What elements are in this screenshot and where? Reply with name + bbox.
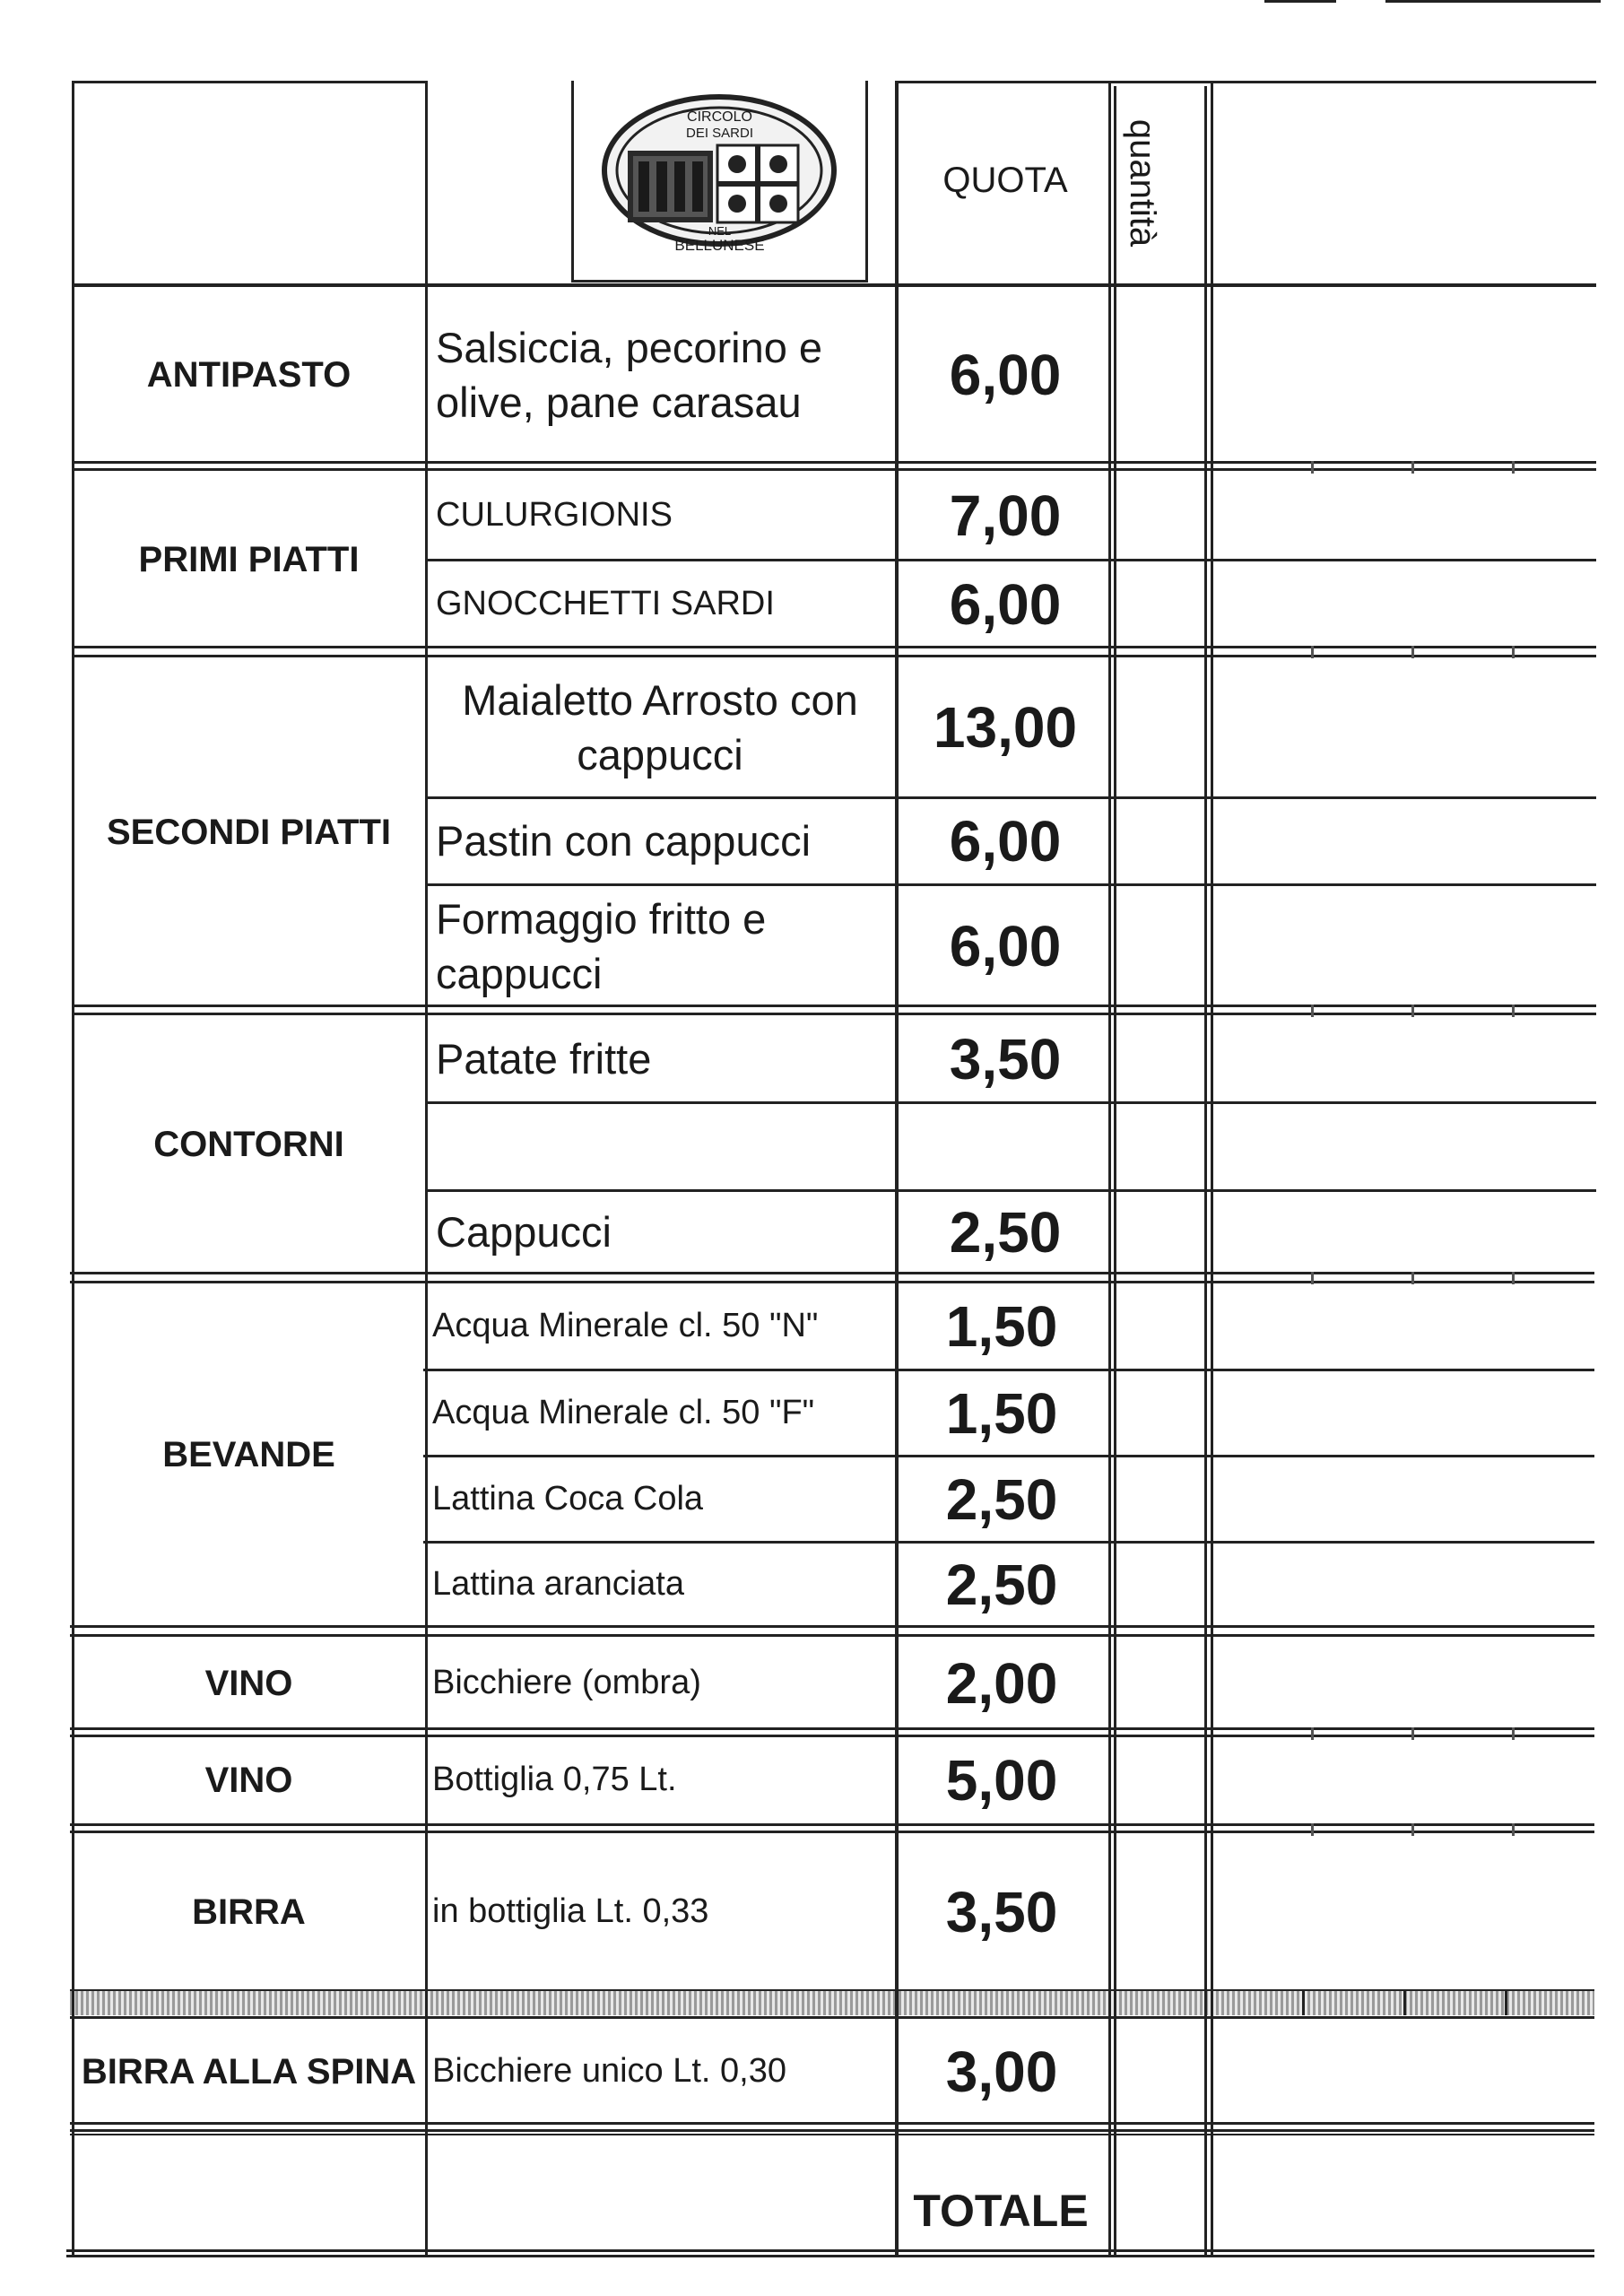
- tick: [1411, 461, 1414, 474]
- logo-text-top: CIRCOLO: [687, 109, 752, 125]
- quantity-cell-birra-spina[interactable]: [1114, 2022, 1203, 2121]
- logo-text-nel: NEL: [708, 224, 732, 238]
- price-coca-cola: 2,50: [945, 1467, 1058, 1532]
- rule-vino2-bottom-b: [70, 1831, 1594, 1833]
- rule-bevande-3: [423, 1541, 1594, 1544]
- rule-birra-bottom-a: [70, 1989, 1594, 1991]
- price-culurgionis: 7,00: [949, 483, 1062, 548]
- category-vino-bicchiere: VINO: [204, 1664, 293, 1703]
- rule-secondi-bottom-a: [72, 1004, 1596, 1007]
- tick: [1311, 1823, 1314, 1836]
- rule-antipasto-bottom-a: [72, 461, 1596, 464]
- category-primi-piatti: PRIMI PIATTI: [138, 540, 360, 579]
- tick: [1512, 1823, 1515, 1836]
- item-vino-bottiglia: Bottiglia 0,75 Lt.: [432, 1761, 677, 1799]
- rule-primi-bottom-a: [72, 646, 1596, 648]
- rule-header-bottom: [72, 283, 1596, 287]
- rule-top: [72, 81, 428, 83]
- rule-antipasto-bottom-b: [72, 468, 1596, 471]
- price-contorni-empty: [899, 1104, 1112, 1190]
- item-culurgionis: CULURGIONIS: [436, 496, 673, 535]
- logo-text-mid: DEI SARDI: [685, 126, 753, 141]
- price-birra-spina: 3,00: [945, 2039, 1058, 2104]
- tick: [1512, 1727, 1515, 1740]
- category-antipasto: ANTIPASTO: [146, 354, 352, 395]
- rule-vino1-bottom-b: [70, 1735, 1594, 1737]
- rule-contorni-bottom-a: [70, 1272, 1594, 1274]
- tick: [1311, 461, 1314, 474]
- rule-secondi-bottom-b: [72, 1013, 1596, 1015]
- quantity-header: quantità: [1123, 118, 1162, 248]
- item-cappucci: Cappucci: [436, 1208, 612, 1257]
- price-cappucci: 2,50: [949, 1200, 1062, 1265]
- quantity-cell-vino-bottiglia[interactable]: [1114, 1739, 1203, 1822]
- rule-secondi-2: [427, 883, 1596, 886]
- quantity-cell-antipasto[interactable]: [1117, 289, 1207, 461]
- rule-birra-bottom-b: [70, 2016, 1594, 2019]
- category-vino-bottiglia: VINO: [204, 1761, 293, 1800]
- price-birra-bottiglia: 3,50: [945, 1879, 1058, 1944]
- item-birra-spina: Bicchiere unico Lt. 0,30: [432, 2052, 787, 2091]
- tick: [1311, 1272, 1314, 1284]
- tick: [1411, 646, 1414, 658]
- price-acqua-n: 1,50: [945, 1294, 1058, 1359]
- item-pastin: Pastin con cappucci: [436, 817, 812, 865]
- rule-footer-top: [70, 2134, 1594, 2135]
- rule-bevande-2: [423, 1455, 1594, 1457]
- rule-bevande-bottom-b: [70, 1634, 1594, 1637]
- item-acqua-f: Acqua Minerale cl. 50 "F": [432, 1394, 815, 1432]
- tick: [1311, 1004, 1314, 1017]
- quantity-cell-maialetto[interactable]: [1117, 660, 1207, 795]
- price-patate: 3,50: [949, 1027, 1062, 1091]
- price-maialetto: 13,00: [933, 695, 1078, 760]
- logo-frame: [571, 81, 868, 283]
- col-qty-edge-b: [1211, 81, 1213, 2255]
- col-qty-edge-a: [1204, 86, 1207, 2255]
- rule-top-right: [897, 81, 1596, 83]
- category-contorni: CONTORNI: [153, 1125, 344, 1164]
- tick: [1311, 646, 1314, 658]
- quantity-cell-patate[interactable]: [1117, 1018, 1207, 1100]
- quantity-cell-gnocchetti[interactable]: [1117, 563, 1207, 646]
- tick: [1512, 1272, 1515, 1284]
- rule-vino1-bottom-a: [70, 1727, 1594, 1730]
- rule-primi-bottom-b: [72, 655, 1596, 657]
- col-category-edge: [425, 81, 428, 2255]
- rule-contorni-1: [427, 1101, 1596, 1104]
- quantity-cell-acqua-n[interactable]: [1114, 1285, 1203, 1368]
- quantity-cell-culurgionis[interactable]: [1117, 474, 1207, 558]
- item-aranciata: Lattina aranciata: [432, 1565, 684, 1604]
- band-divider: [1403, 1990, 1406, 2015]
- category-birra: BIRRA: [192, 1892, 306, 1932]
- item-vino-bicchiere: Bicchiere (ombra): [432, 1664, 701, 1702]
- col-price-edge-a: [1108, 81, 1111, 2255]
- price-vino-bicchiere: 2,00: [945, 1651, 1058, 1716]
- price-formaggio: 6,00: [949, 914, 1062, 978]
- quantity-cell-cappucci[interactable]: [1117, 1194, 1207, 1271]
- price-aranciata: 2,50: [945, 1552, 1058, 1617]
- price-vino-bottiglia: 5,00: [945, 1748, 1058, 1813]
- rule-contorni-2: [427, 1189, 1596, 1192]
- tick: [1411, 1727, 1414, 1740]
- rule-spina-bottom-b: [70, 2129, 1594, 2132]
- tick: [1411, 1004, 1414, 1017]
- rule-birra-bottom-band: [70, 1990, 1594, 2015]
- item-formaggio-fritto: Formaggio fritto e cappucci: [436, 894, 767, 997]
- band-divider: [1302, 1990, 1305, 2015]
- rule-bevande-bottom-a: [70, 1625, 1594, 1628]
- item-gnocchetti-sardi: GNOCCHETTI SARDI: [436, 585, 775, 623]
- price-antipasto: 6,00: [949, 342, 1062, 407]
- price-pastin: 6,00: [949, 809, 1062, 874]
- quota-header: QUOTA: [942, 160, 1068, 200]
- totale-label: TOTALE: [913, 2186, 1089, 2236]
- col-price-edge-b: [1114, 86, 1116, 2255]
- tick: [1411, 1272, 1414, 1284]
- category-secondi-piatti: SECONDI PIATTI: [106, 813, 392, 852]
- logo-text-bottom: BELLUNESE: [674, 237, 765, 254]
- rule-bevande-1: [423, 1369, 1594, 1371]
- item-maialetto: Maialetto Arrosto con cappucci: [462, 675, 858, 778]
- scan-edge-fragment: [1385, 0, 1601, 3]
- col-left-edge: [72, 81, 74, 2255]
- tick: [1512, 646, 1515, 658]
- price-acqua-f: 1,50: [945, 1381, 1058, 1446]
- quantity-cell-totale[interactable]: [1110, 2137, 1200, 2248]
- category-birra-spina: BIRRA ALLA SPINA: [81, 2052, 417, 2092]
- rule-secondi-1: [427, 796, 1596, 799]
- quantity-cell-acqua-f[interactable]: [1114, 1373, 1203, 1454]
- item-coca-cola: Lattina Coca Cola: [432, 1480, 704, 1518]
- quantity-cell-vino-bicchiere[interactable]: [1114, 1640, 1203, 1726]
- scan-edge-fragment: [1264, 0, 1336, 3]
- item-acqua-n: Acqua Minerale cl. 50 "N": [432, 1307, 819, 1345]
- item-patate-fritte: Patate fritte: [436, 1035, 652, 1083]
- tick: [1411, 1823, 1414, 1836]
- rule-vino2-bottom-a: [70, 1823, 1594, 1826]
- item-contorni-empty: [427, 1104, 893, 1190]
- quantity-cell-formaggio[interactable]: [1117, 888, 1207, 1004]
- col-item-edge: [895, 81, 899, 2255]
- tick: [1311, 1727, 1314, 1740]
- rule-spina-bottom-a: [70, 2122, 1594, 2125]
- category-bevande: BEVANDE: [162, 1435, 335, 1474]
- price-gnocchetti: 6,00: [949, 572, 1062, 637]
- item-birra-bottiglia: in bottiglia Lt. 0,33: [432, 1892, 709, 1930]
- tick: [1512, 461, 1515, 474]
- rule-bottom-b: [66, 2255, 1594, 2257]
- rule-bottom-a: [66, 2249, 1594, 2252]
- item-antipasto: Salsiccia, pecorino e olive, pane carasau: [436, 323, 823, 426]
- tick: [1512, 1004, 1515, 1017]
- band-divider: [1505, 1990, 1507, 2015]
- quantity-cell-pastin[interactable]: [1117, 800, 1207, 883]
- rule-contorni-bottom-b: [70, 1281, 1594, 1283]
- quantity-cell-birra-bottiglia[interactable]: [1114, 1835, 1203, 1988]
- quantity-cell-coca-cola[interactable]: [1114, 1459, 1203, 1540]
- rule-primi-mid: [427, 559, 1596, 561]
- quantity-cell-aranciata[interactable]: [1114, 1545, 1203, 1624]
